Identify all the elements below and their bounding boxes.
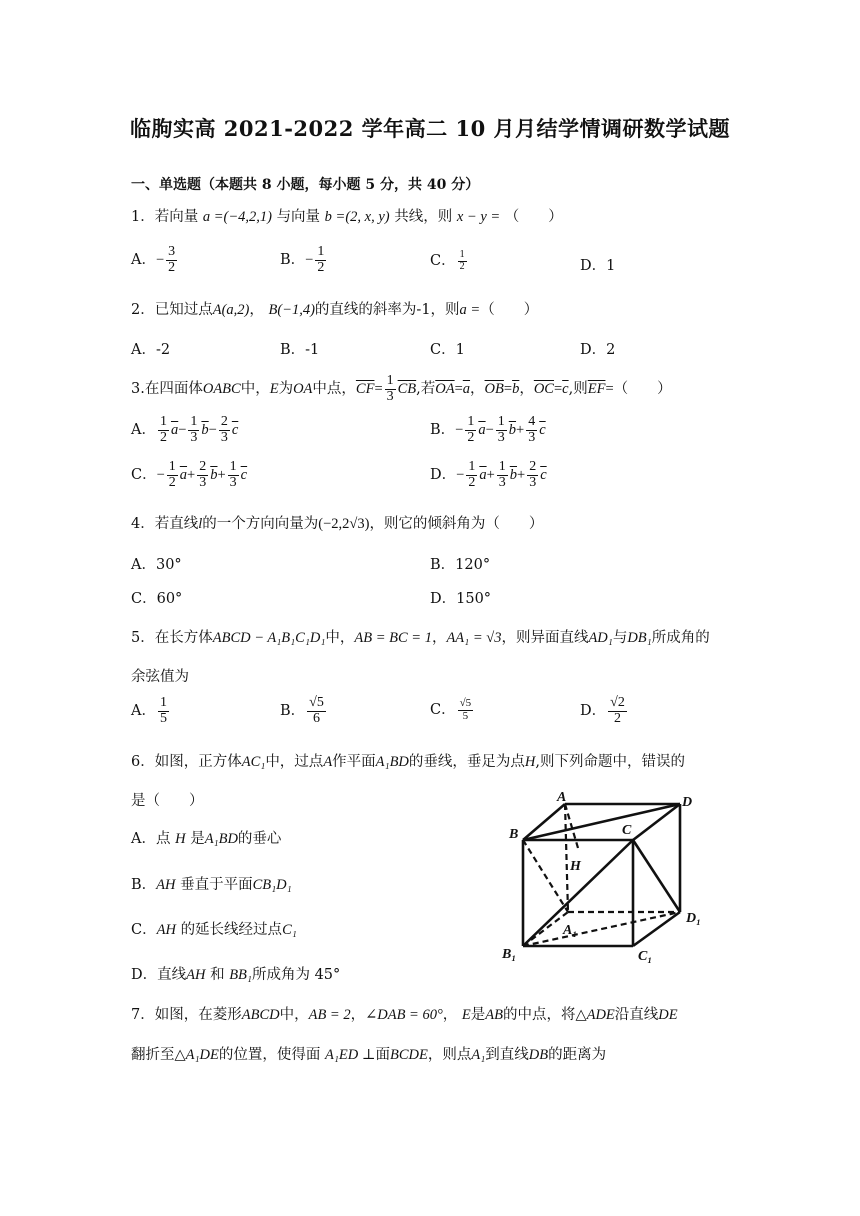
q4-option-d: D．150° [430,591,492,607]
term-fraction: $\frac{2}{3}$ [199,459,207,490]
fig-label-d: D [682,795,693,810]
term-sign: + [217,467,226,484]
term-fraction: $\frac{1}{3}$ [497,414,505,445]
term-fraction: $\frac{4}{3}$ [528,414,536,445]
q4-option-b: B．120° [430,557,491,573]
term-fraction: $\frac{2}{3}$ [529,459,537,490]
fig-label-c: C [622,823,632,838]
question-3: 3.在四面体OABC中，E为OA中点，$\overline{CF}=$ $\frac{1}{3}$ $\overline{CB}$,若$\overline{OA}=\overline{a}$，$\overline{OB}=\overline{b}$，$\overline{OC}=\overline{c}$,则$\overline{EF}=$（ ） [131,373,672,404]
question-6-line2: 是（ ） [131,793,204,809]
q3-option-b: B．− $\frac{1}{2}$ $\overline{a}-$ $\frac{1}{3}$ $\overline{b}+$ $\frac{4}{3}$ $\overline{c}$ [430,414,546,445]
q5-option-c: C． $\frac{√5}{5}$ [430,697,472,722]
term-sign: + [516,422,525,439]
vector-a-expr: a =(−4,2,1) [202,209,272,225]
term-fraction: $\frac{2}{3}$ [220,414,228,445]
question-2: 2．已知过点A(a,2)， B(−1,4)的直线的斜率为-1，则a =（ ） [131,302,539,318]
term-vector: $\overline{a}$ [478,422,486,439]
term-sign: + [486,467,495,484]
q6-option-a: A．点 H 是A₁BD的垂心 [131,831,282,847]
section-heading: 一、单选题（本题共 8 小题，每小题 5 分，共 40 分） [131,177,480,193]
term-sign: − [208,422,217,439]
term-vector: $\overline{a}$ [179,467,188,484]
q3-option-d: D．− $\frac{1}{2}$ $\overline{a}+$ $\frac{1}{3}$ $\overline{b}+$ $\frac{2}{3}$ $\overline{c}$ [430,459,547,490]
term-sign: − [456,467,465,484]
fig-label-h: H [570,859,581,874]
q6-option-c: C．AH 的延长线经过点C₁ [131,922,297,938]
term-fraction: $\frac{1}{3}$ [229,459,237,490]
term-sign: − [178,422,187,439]
term-fraction: $\frac{1}{2}$ [468,459,476,490]
term-sign: − [156,467,165,484]
term-vector: $\overline{a}$ [479,467,487,484]
page-title: 临朐实高 2021-2022 学年高二 10 月月结学情调研数学试题 [129,116,731,141]
term-vector: $\overline{c}$ [231,422,239,439]
q4-option-c: C．60° [131,591,183,607]
q4-option-a: A．30° [131,557,182,573]
term-vector: $\overline{c}$ [240,467,248,484]
q1-option-d: D．1 [580,258,616,274]
question-6: 6．如图，正方体AC₁中，过点A作平面A₁BD的垂线，垂足为点H,则下列命题中，错误的 [131,754,685,770]
fig-label-b1: B₁ [502,947,517,962]
term-sign: + [517,467,526,484]
q3-option-c: C．− $\frac{1}{2}$ $\overline{a}+$ $\frac{2}{3}$ $\overline{b}+$ $\frac{1}{3}$ $\overline{c}$ [131,459,248,490]
fig-label-a: A [557,790,567,805]
term-vector: $\overline{c}$ [540,467,547,484]
term-fraction: $\frac{1}{2}$ [159,414,167,445]
question-7: 7．如图，在菱形ABCD中，AB = 2，∠DAB = 60°， E是AB的中点，将△ADE沿直线DE [131,1007,678,1023]
question-5: 5．在长方体ABCD − A₁B₁C₁D₁中，AB = BC = 1，AA₁ = √3，则异面直线AD₁与DB₁所成角的 [131,630,710,646]
q1-option-a: A．− $\frac{3}{2}$ [131,244,176,275]
term-fraction: $\frac{1}{2}$ [168,459,176,490]
fig-label-c1: C₁ [638,949,653,964]
term-vector: $\overline{a}$ [170,422,179,439]
term-vector: $\overline{b}$ [201,422,209,439]
question-4: 4．若直线l的一个方向向量为(−2,2√3)，则它的倾斜角为（ ） [131,516,544,532]
fig-label-d1: D₁ [686,911,701,926]
term-vector: $\overline{b}$ [509,467,518,484]
term-fraction: $\frac{1}{2}$ [467,414,475,445]
q6-option-b: B．AH 垂直于平面CB₁D₁ [131,877,292,893]
fig-label-a1: A₁ [563,923,578,938]
q2-option-b: B．-1 [280,342,320,358]
q2-option-a: A．-2 [131,342,171,358]
q2-option-c: C．1 [430,342,465,358]
question-7-line2: 翻折至△A₁DE的位置，使得面 A₁ED ⊥面BCDE，则点A₁到直线DB的距离为 [131,1047,607,1063]
term-vector: $\overline{b}$ [508,422,517,439]
term-sign: − [455,422,464,439]
q5-option-d: D． $\frac{√2}{2}$ [580,695,625,726]
q3-option-a: A． $\frac{1}{2}$ $\overline{a}-$ $\frac{1}{3}$ $\overline{b}-$ $\frac{2}{3}$ $\overline{c}$ [131,414,239,445]
term-sign: + [187,467,196,484]
q5-option-b: B． $\frac{√5}{6}$ [280,695,324,726]
question-5-line2: 余弦值为 [131,669,189,685]
term-fraction: $\frac{1}{3}$ [190,414,198,445]
cube-figure [495,788,705,968]
term-fraction: $\frac{1}{3}$ [498,459,506,490]
q2-option-d: D．2 [580,342,616,358]
question-1: 1．若向量 a =(−4,2,1) 与向量 b =(2, x, y) 共线，则 x − y = （ ） [131,209,563,225]
fig-label-b: B [509,827,519,842]
vector-b-expr: b =(2, x, y) [324,209,390,225]
q6-option-d: D．直线AH 和 BB₁所成角为 45° [131,967,341,983]
term-vector: $\overline{b}$ [210,467,218,484]
q1-option-c: C． $\frac{1}{2}$ [430,249,465,272]
term-vector: $\overline{c}$ [539,422,546,439]
q5-option-a: A． $\frac{1}{5}$ [131,695,167,726]
q1-option-b: B．− $\frac{1}{2}$ [280,244,325,275]
term-sign: − [485,422,494,439]
